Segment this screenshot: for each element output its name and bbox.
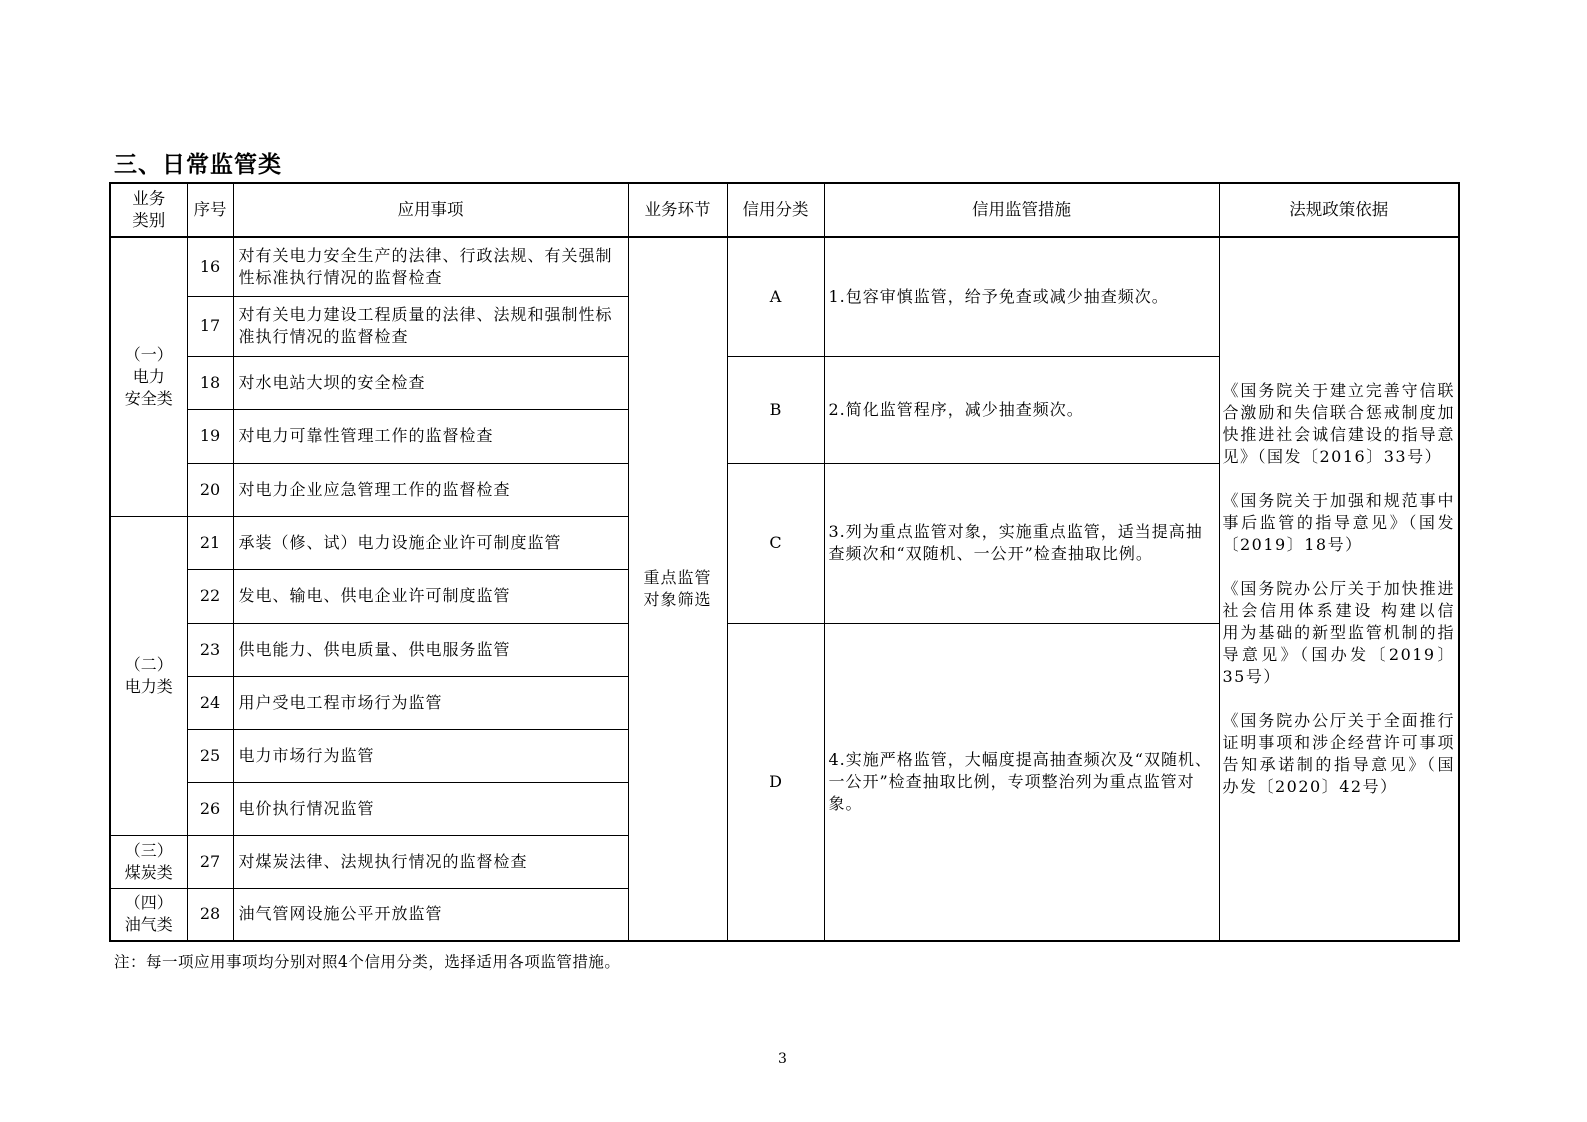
credit-grade-d: D — [727, 623, 824, 941]
header-row — [110, 183, 1459, 237]
row-item: 承装（修、试）电力设施企业许可制度监管 — [233, 516, 628, 569]
credit-grade-b: B — [727, 356, 824, 463]
credit-grade-a: A — [727, 237, 824, 356]
row-item: 对电力可靠性管理工作的监督检查 — [233, 409, 628, 463]
page-number: 3 — [778, 1051, 787, 1067]
row-number: 28 — [187, 888, 233, 941]
row-item: 电力市场行为监管 — [233, 729, 628, 782]
basis-item: 《国务院办公厅关于加快推进社会信用体系建设 构建以信用为基础的新型监管机制的指导意见》（国办发〔2019〕35号） — [1222, 579, 1455, 686]
row-number: 17 — [187, 296, 233, 356]
basis-item: 《国务院关于建立完善守信联合激励和失信联合惩戒制度加快推进社会诚信建设的指导意见》（国发〔2016〕33号） — [1222, 381, 1455, 466]
row-item: 发电、输电、供电企业许可制度监管 — [233, 569, 628, 623]
measure-d: 4.实施严格监管，大幅度提高抽查频次及“双随机、一公开”检查抽取比例，专项整治列为重点监管对象。 — [824, 623, 1219, 941]
header-item: 应用事项 — [233, 183, 628, 237]
row-number: 26 — [187, 782, 233, 835]
category-cell-2: （二） 电力类 — [110, 516, 187, 835]
row-number: 24 — [187, 676, 233, 729]
header-number: 序号 — [187, 183, 233, 237]
table-note: 注：每一项应用事项均分别对照4个信用分类，选择适用各项监管措施。 — [114, 953, 621, 971]
row-number: 25 — [187, 729, 233, 782]
category-cell-3: （三） 煤炭类 — [110, 835, 187, 888]
header-category: 业务 类别 — [110, 183, 187, 237]
header-stage: 业务环节 — [628, 183, 727, 237]
basis-item: 《国务院办公厅关于全面推行证明事项和涉企经营许可事项告知承诺制的指导意见》（国办发〔2020〕42号） — [1222, 711, 1455, 796]
row-number: 22 — [187, 569, 233, 623]
row-item: 对电力企业应急管理工作的监督检查 — [233, 463, 628, 516]
measure-a: 1.包容审慎监管，给予免查或减少抽查频次。 — [824, 237, 1219, 356]
row-number: 16 — [187, 237, 233, 296]
header-basis: 法规政策依据 — [1219, 183, 1459, 237]
measure-b: 2.简化监管程序，减少抽查频次。 — [824, 356, 1219, 463]
row-number: 23 — [187, 623, 233, 676]
header-measures: 信用监管措施 — [824, 183, 1219, 237]
table-row — [110, 237, 1459, 296]
regulation-table — [109, 182, 1460, 942]
basis-cell — [1219, 237, 1459, 941]
row-number: 18 — [187, 356, 233, 409]
row-item: 电价执行情况监管 — [233, 782, 628, 835]
row-item: 对煤炭法律、法规执行情况的监督检查 — [233, 835, 628, 888]
basis-item: 《国务院关于加强和规范事中事后监管的指导意见》（国发〔2019〕18号） — [1222, 491, 1455, 554]
credit-grade-c: C — [727, 463, 824, 623]
row-number: 21 — [187, 516, 233, 569]
row-item: 对有关电力建设工程质量的法律、法规和强制性标准执行情况的监督检查 — [233, 296, 628, 356]
category-cell-4: （四） 油气类 — [110, 888, 187, 941]
row-item: 对有关电力安全生产的法律、行政法规、有关强制性标准执行情况的监督检查 — [233, 237, 628, 296]
row-item: 用户受电工程市场行为监管 — [233, 676, 628, 729]
category-cell-1: （一） 电力 安全类 — [110, 237, 187, 516]
row-number: 20 — [187, 463, 233, 516]
row-number: 19 — [187, 409, 233, 463]
row-item: 供电能力、供电质量、供电服务监管 — [233, 623, 628, 676]
measure-c: 3.列为重点监管对象，实施重点监管，适当提高抽查频次和“双随机、一公开”检查抽取比例。 — [824, 463, 1219, 623]
header-credit: 信用分类 — [727, 183, 824, 237]
row-number: 27 — [187, 835, 233, 888]
stage-cell: 重点监管 对象筛选 — [628, 237, 727, 941]
section-title: 三、日常监管类 — [114, 152, 282, 178]
row-item: 对水电站大坝的安全检查 — [233, 356, 628, 409]
row-item: 油气管网设施公平开放监管 — [233, 888, 628, 941]
